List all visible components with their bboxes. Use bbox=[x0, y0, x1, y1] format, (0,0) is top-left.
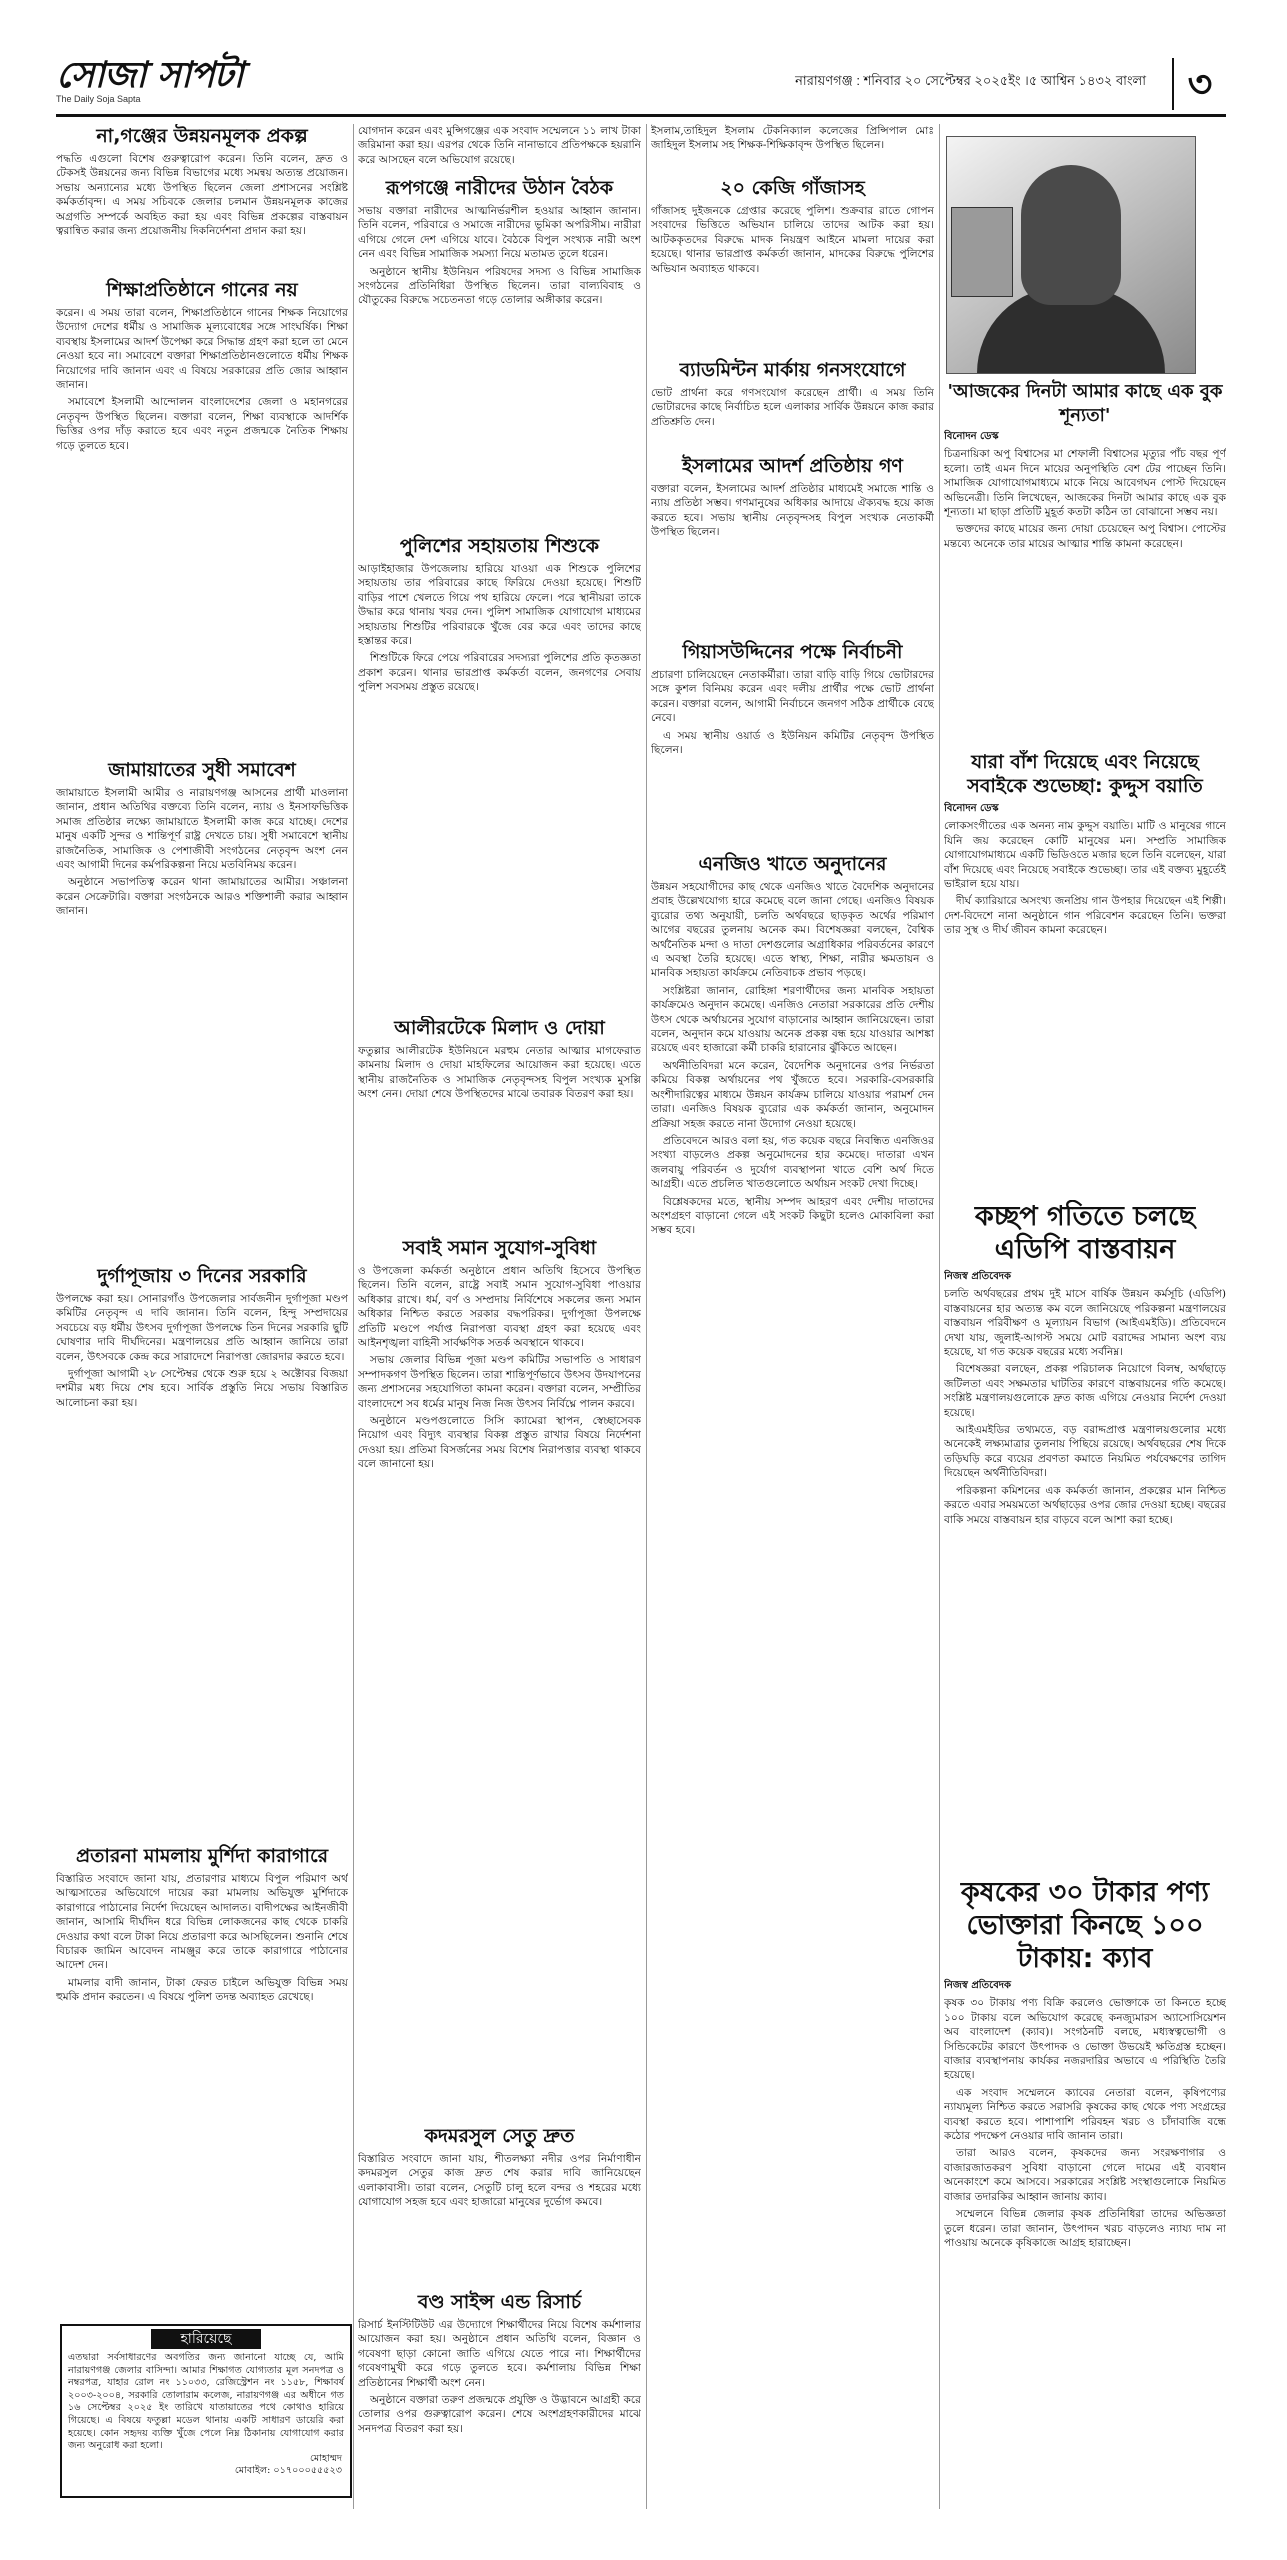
headline: গিয়াসউদ্দিনের পক্ষে নির্বাচনী bbox=[682, 641, 903, 663]
paragraph: অনুষ্ঠানে মণ্ডপগুলোতে সিসি ক্যামেরা স্থাপন, স্বেচ্ছাসেবক নিয়োগ এবং বিদ্যুৎ ব্যবস্থার বিকল্প প্রস্তুত রাখার বিষয়ে নির্দেশনা দেওয়া হয়। প্রতিমা বিসর্জনের সময় বিশেষ নিরাপত্তার ব্যবস্থা থাকবে বলে জানানো হয়। bbox=[358, 1415, 641, 1471]
paragraph: প্রতিবেদনে আরও বলা হয়, গত কয়েক বছরে নিবন্ধিত এনজিওর সংখ্যা বাড়লেও প্রকল্প অনুমোদনের হার কমেছে। দাতারা এখন জলবায়ু পরিবর্তন ও দুর্যোগ ব্যবস্থাপনা খাতে বেশি অর্থ দিতে আগ্রহী। এতে প্রচলিত খাতগুলোতে অর্থায়ন সংকট দেখা দিচ্ছে। bbox=[651, 1134, 934, 1191]
notice-signer: মোহাম্মদ bbox=[310, 2452, 342, 2464]
dateline: নারায়ণগঞ্জ : শনিবার ২০ সেপ্টেম্বর ২০২৫ইং ।৫ আশ্বিন ১৪৩২ বাংলা bbox=[795, 73, 1146, 88]
article-continuation bbox=[358, 124, 641, 170]
paragraph: তারা আরও বলেন, কৃষকদের জন্য সংরক্ষণাগার ও বাজারজাতকরণ সুবিধা বাড়ানো গেলে দামের এই ব্যবধান অনেকাংশে কমে আসবে। সরকারের সংশ্লিষ্ট সংস্থাগুলোকে নিয়মিত বাজার তদারকির আহ্বান জানায় ক্যাব। bbox=[944, 2147, 1226, 2203]
paragraph: জামায়াতে ইসলামী আমীর ও নারায়ণগঞ্জ আসনের প্রার্থী মাওলানা জানান, প্রধান অতিথির বক্তব্যে তিনি বলেন, ন্যায় ও ইনসাফভিত্তিক সমাজ প্রতিষ্ঠার লক্ষ্যে জামায়াতে ইসলামী কাজ করে যাচ্ছে। দেশের মানুষ একটি সুন্দর ও শান্তিপূর্ণ রাষ্ট্র দেখতে চায়। সুধী সমাবেশে স্থানীয় রাজনৈতিক, সামাজিক ও পেশাজীবী সংগঠনের নেতৃবৃন্দ অংশ নেন এবং আগামী দিনের কর্মপরিকল্পনা নিয়ে মতবিনিময় করেন। bbox=[56, 787, 348, 872]
paragraph: দুর্গাপূজা আগামী ২৮ সেপ্টেম্বর থেকে শুরু হয়ে ২ অক্টোবর বিজয়া দশমীর মধ্য দিয়ে শেষ হবে। সার্বিক প্রস্তুতি নিয়ে সভায় বিস্তারিত আলোচনা করা হয়। bbox=[56, 1368, 348, 1409]
article-ganja-arrest bbox=[651, 176, 934, 352]
article-adp-implementation bbox=[944, 1200, 1226, 1870]
article-police-child bbox=[358, 534, 641, 1010]
paragraph: ও উপজেলা কর্মকর্তা অনুষ্ঠানে প্রধান অতিথি হিসেবে উপস্থিত ছিলেন। তিনি বলেন, রাষ্ট্রে সবাই সমান সুযোগ-সুবিধা পাওয়ার অধিকার রাখে। ধর্ম, বর্ণ ও সম্প্রদায় নির্বিশেষে সকলের জন্য সমান অধিকার নিশ্চিত করতে সরকার বদ্ধপরিকর। দুর্গাপূজা উপলক্ষে প্রতিটি মণ্ডপে পর্যাপ্ত নিরাপত্তা ব্যবস্থা গ্রহণ করা হয়েছে এবং আইনশৃঙ্খলা বাহিনী সার্বক্ষণিক সতর্ক অবস্থানে থাকবে। bbox=[358, 1265, 641, 1350]
paragraph: করেন। এ সময় তারা বলেন, শিক্ষাপ্রতিষ্ঠানে গানের শিক্ষক নিয়োগের উদ্যোগ দেশের ধর্মীয় ও সামাজিক মূল্যবোধের সঙ্গে সাংঘর্ষিক। শিক্ষা ব্যবস্থায় ইসলামের আদর্শ উপেক্ষা করে সিদ্ধান্ত গ্রহণ করা হলে তা মেনে নেওয়া হবে না। সমাবেশে বক্তারা শিক্ষাপ্রতিষ্ঠানগুলোতে ধর্মীয় শিক্ষক নিয়োগের দাবি জানান এবং এ বিষয়ে সরকারের প্রতি জোর আহ্বান জানান। bbox=[56, 307, 348, 392]
paragraph: যোগদান করেন এবং মুন্সিগঞ্জের এক সংবাদ সম্মেলনে ১১ লাখ টাকা জরিমানা করা হয়। এরপর থেকে তিনি নানাভাবে প্রতিপক্ষকে হয়রানি করে আসছেন বলে অভিযোগ রয়েছে। bbox=[358, 125, 641, 166]
lost-notice-box bbox=[60, 2324, 352, 2498]
paragraph: সমাবেশে ইসলামী আন্দোলন বাংলাদেশের জেলা ও মহানগরের নেতৃবৃন্দ উপস্থিত ছিলেন। বক্তারা বলেন, শিক্ষা ব্যবস্থাকে আদর্শিক ভিত্তির ওপর দাঁড় করাতে হবে এবং নতুন প্রজন্মকে নৈতিক শিক্ষায় গড়ে তুলতে হবে। bbox=[56, 396, 348, 452]
headline: শিক্ষাপ্রতিষ্ঠানে গানের নয় bbox=[106, 279, 298, 301]
article-jamaat-meeting bbox=[56, 758, 348, 1258]
article-cab-prices bbox=[944, 1876, 1226, 2508]
newspaper-logo bbox=[56, 56, 243, 104]
paragraph: পরিকল্পনা কমিশনের এক কর্মকর্তা জানান, প্রকল্পের মান নিশ্চিত করতে এবার সময়মতো অর্থছাড়ের ওপর জোর দেওয়া হচ্ছে। বছরের বাকি সময়ে বাস্তবায়ন হার বাড়বে বলে আশা করা হচ্ছে। bbox=[944, 1484, 1226, 1526]
headline: যারা বাঁশ দিয়েছে এবং নিয়েছে সবাইকে শুভেচ্ছা: কুদ্দুস বয়াতি bbox=[967, 751, 1203, 797]
logo-subtitle: The Daily Soja Sapta bbox=[56, 94, 141, 104]
byline: বিনোদন ডেস্ক bbox=[944, 431, 999, 442]
article-equal-rights bbox=[358, 1236, 641, 2118]
celebrity-photo bbox=[946, 136, 1196, 374]
page-number: ৩ bbox=[1172, 58, 1226, 110]
byline: নিজস্ব প্রতিবেদক bbox=[944, 1980, 1012, 1991]
paragraph: অর্থনীতিবিদরা মনে করেন, বৈদেশিক অনুদানের ওপর নির্ভরতা কমিয়ে বিকল্প অর্থায়নের পথ খুঁজতে হবে। সরকারি-বেসরকারি অংশীদারিত্বের মাধ্যমে উন্নয়ন কার্যক্রম চালিয়ে যাওয়ার পরামর্শ দেন তারা। এনজিও বিষয়ক ব্যুরোর এক কর্মকর্তা জানান, অনুমোদন প্রক্রিয়া সহজ করতে নানা উদ্যোগ নেওয়া হয়েছে। bbox=[651, 1059, 934, 1130]
logo-title: সোজা সাপটা bbox=[56, 55, 243, 96]
paragraph: বক্তারা বলেন, ইসলামের আদর্শ প্রতিষ্ঠার মাধ্যমেই সমাজে শান্তি ও ন্যায় প্রতিষ্ঠা সম্ভব। গণমানুষের অধিকার আদায়ে ঐক্যবদ্ধ হয়ে কাজ করতে হবে। সভায় স্থানীয় নেতৃবৃন্দসহ বিপুল সংখ্যক নেতাকর্মী উপস্থিত ছিলেন। bbox=[651, 483, 934, 539]
paragraph: বিস্তারিত সংবাদে জানা যায়, প্রতারণার মাধ্যমে বিপুল পরিমাণ অর্থ আত্মসাতের অভিযোগে দায়ের করা মামলায় অভিযুক্ত মুর্শিদাকে কারাগারে পাঠানোর নির্দেশ দিয়েছেন আদালত। বাদীপক্ষের আইনজীবী জানান, আসামি দীর্ঘদিন ধরে বিভিন্ন লোকজনের কাছ থেকে চাকরি দেওয়ার কথা বলে টাকা নিয়ে প্রতারণা করে আসছিলেন। শুনানি শেষে বিচারক জামিন আবেদন নামঞ্জুর করে তাকে কারাগারে পাঠানোর আদেশ দেন। bbox=[56, 1873, 348, 1972]
paragraph: অনুষ্ঠানে বক্তারা তরুণ প্রজন্মকে প্রযুক্তি ও উদ্ভাবনে আগ্রহী করে তোলার ওপর গুরুত্বারোপ করেন। শেষে অংশগ্রহণকারীদের মাঝে সনদপত্র বিতরণ করা হয়। bbox=[358, 2394, 641, 2435]
headline: জামায়াতের সুধী সমাবেশ bbox=[108, 759, 296, 781]
paragraph: দীর্ঘ ক্যারিয়ারে অসংখ্য জনপ্রিয় গান উপহার দিয়েছেন এই শিল্পী। দেশ-বিদেশে নানা অনুষ্ঠানে গান পরিবেশন করেছেন তিনি। ভক্তরা তার সুস্থ ও দীর্ঘ জীবন কামনা করেছেন। bbox=[944, 895, 1226, 937]
paragraph: রিসার্চ ইনস্টিটিউট এর উদ্যোগে শিক্ষার্থীদের নিয়ে বিশেষ কর্মশালার আয়োজন করা হয়। অনুষ্ঠানে প্রধান অতিথি বলেন, বিজ্ঞান ও গবেষণা ছাড়া কোনো জাতি এগিয়ে যেতে পারে না। শিক্ষার্থীদের গবেষণামুখী করে গড়ে তুলতে হবে। কর্মশালায় বিভিন্ন শিক্ষা প্রতিষ্ঠানের শিক্ষার্থী অংশ নেন। bbox=[358, 2319, 641, 2389]
paragraph: চিত্রনায়িকা অপু বিশ্বাসের মা শেফালী বিশ্বাসের মৃত্যুর পাঁচ বছর পূর্ণ হলো। তাই এমন দিনে মায়ের অনুপস্থিতি বেশ টের পাচ্ছেন তিনি। সামাজিক যোগাযোগমাধ্যমে মাকে নিয়ে আবেগঘন পোস্ট দিয়েছেন অভিনেত্রী। তিনি লিখেছেন, আজকের দিনটা আমার কাছে এক বুক শূন্যতা। মা ছাড়া প্রতিটি মুহূর্ত কতটা কঠিন তা বোঝানো সম্ভব নয়। bbox=[944, 448, 1226, 519]
paragraph: ফতুল্লার আলীরটেক ইউনিয়নে মরহুম নেতার আত্মার মাগফেরাত কামনায় মিলাদ ও দোয়া মাহফিলের আয়োজন করা হয়েছে। এতে স্থানীয় রাজনৈতিক ও সামাজিক নেতৃবৃন্দসহ বিপুল সংখ্যক মুসল্লি অংশ নেন। দোয়া শেষে উপস্থিতদের মাঝে তবারক বিতরণ করা হয়। bbox=[358, 1045, 641, 1101]
article-kuddus-boyati bbox=[944, 750, 1226, 1194]
article-badminton-campaign bbox=[651, 358, 934, 448]
headline: কৃষকের ৩০ টাকার পণ্য ভোক্তারা কিনছে ১০০ টাকায়: ক্যাব bbox=[960, 1877, 1210, 1974]
inset-photo bbox=[951, 207, 1013, 297]
notice-title: হারিয়েছে bbox=[151, 2329, 261, 2349]
article-ngo-grants bbox=[651, 852, 934, 2508]
paragraph: সংশ্লিষ্টরা জানান, রোহিঙ্গা শরণার্থীদের জন্য মানবিক সহায়তা কার্যক্রমেও অনুদান কমেছে। এনজিও নেতারা সরকারের প্রতি দেশীয় উৎস থেকে অর্থায়নের সুযোগ বাড়ানোর আহ্বান জানিয়েছেন। তারা বলেন, অনুদান কমে যাওয়ায় অনেক প্রকল্প বন্ধ হয়ে যাওয়ার আশঙ্কা রয়েছে এবং হাজারো কর্মী চাকরি হারানোর ঝুঁকিতে আছেন। bbox=[651, 984, 934, 1055]
paragraph: সভায় জেলার বিভিন্ন পূজা মণ্ডপ কমিটির সভাপতি ও সাধারণ সম্পাদকগণ উপস্থিত ছিলেন। তারা শান্তিপূর্ণভাবে উৎসব উদযাপনের জন্য প্রশাসনের সহযোগিতা কামনা করেন। বক্তারা বলেন, সম্প্রীতির বাংলাদেশে সব ধর্মের মানুষ নিজ নিজ উৎসব নির্বিঘ্নে পালন করবে। bbox=[358, 1354, 641, 1410]
paragraph: প্রচারণা চালিয়েছেন নেতাকর্মীরা। তারা বাড়ি বাড়ি গিয়ে ভোটারদের সঙ্গে কুশল বিনিময় করেন এবং দলীয় প্রার্থীর পক্ষে ভোট প্রার্থনা করেন। বক্তারা বলেন, আগামী নির্বাচনে জনগণ সঠিক প্রার্থীকে বেছে নেবে। bbox=[651, 669, 934, 725]
article-durga-puja-holiday bbox=[56, 1264, 348, 1838]
paragraph: আড়াইহাজার উপজেলায় হারিয়ে যাওয়া এক শিশুকে পুলিশের সহায়তায় তার পরিবারের কাছে ফিরিয়ে দেওয়া হয়েছে। শিশুটি বাড়ির পাশে খেলতে গিয়ে পথ হারিয়ে ফেলে। পরে স্থানীয়রা তাকে উদ্ধার করে থানায় খবর দেন। পুলিশ সামাজিক যোগাযোগ মাধ্যমের সহায়তায় শিশুটির পরিবারকে খুঁজে বের করে এবং তাদের কাছে হস্তান্তর করে। bbox=[358, 563, 641, 648]
paragraph: বিশেষজ্ঞরা বলছেন, প্রকল্প পরিচালক নিয়োগে বিলম্ব, অর্থছাড়ে জটিলতা এবং সক্ষমতার ঘাটতির কারণে বাস্তবায়নের গতি কমেছে। সংশ্লিষ্ট মন্ত্রণালয়গুলোকে দ্রুত কাজ এগিয়ে নেওয়ার নির্দেশ দেওয়া হয়েছে। bbox=[944, 1363, 1226, 1419]
paragraph: ভক্তদের কাছে মায়ের জন্য দোয়া চেয়েছেন অপু বিশ্বাস। পোস্টের মন্তব্যে অনেকে তার মায়ের আত্মার শান্তি কামনা করেছেন। bbox=[944, 523, 1226, 550]
headline: ইসলামের আদর্শ প্রতিষ্ঠায় গণ bbox=[682, 455, 903, 477]
photo-face bbox=[1021, 165, 1121, 305]
paragraph: এক সংবাদ সম্মেলনে ক্যাবের নেতারা বলেন, কৃষিপণ্যের ন্যায্যমূল্য নিশ্চিত করতে সরাসরি কৃষকের কাছ থেকে পণ্য সংগ্রহের ব্যবস্থা করতে হবে। পাশাপাশি পরিবহন খরচ ও চাঁদাবাজি বন্ধে কঠোর পদক্ষেপ নেওয়ার দাবি জানান তারা। bbox=[944, 2086, 1226, 2143]
headline: কচ্ছপ গতিতে চলছে এডিপি বাস্তবায়ন bbox=[974, 1201, 1196, 1265]
article-science-research bbox=[358, 2290, 641, 2508]
paragraph: আইএমইডির তথ্যমতে, বড় বরাদ্দপ্রাপ্ত মন্ত্রণালয়গুলোর মধ্যে অনেকেই লক্ষ্যমাত্রার তুলনায় পিছিয়ে রয়েছে। অর্থবছরের শেষ দিকে তড়িঘড়ি করে ব্যয়ের প্রবণতা কমাতে নিয়মিত পর্যবেক্ষণের তাগিদ দিয়েছেন অর্থনীতিবিদরা। bbox=[944, 1424, 1226, 1480]
paragraph: এ সময় স্থানীয় ওয়ার্ড ও ইউনিয়ন কমিটির নেতৃবৃন্দ উপস্থিত ছিলেন। bbox=[651, 729, 934, 757]
column-rule bbox=[646, 124, 647, 2509]
paragraph: উপলক্ষে করা হয়। সোনারগাঁও উপজেলার সার্বজনীন দুর্গাপূজা মণ্ডপ কমিটির নেতৃবৃন্দ এ দাবি জানান। তিনি বলেন, হিন্দু সম্প্রদায়ের সবচেয়ে বড় ধর্মীয় উৎসব দুর্গাপূজা উপলক্ষে তিন দিনের সরকারি ছুটি ঘোষণার দাবি দীর্ঘদিনের। মন্ত্রণালয়ের প্রতি আহ্বান জানিয়ে তারা বলেন, উৎসবকে কেন্দ্র করে সারাদেশে নিরাপত্তা জোরদার করতে হবে। bbox=[56, 1293, 348, 1363]
paragraph: গাঁজাসহ দুইজনকে গ্রেপ্তার করেছে পুলিশ। শুক্রবার রাতে গোপন সংবাদের ভিত্তিতে অভিযান চালিয়ে তাদের আটক করা হয়। আটককৃতদের বিরুদ্ধে মাদক নিয়ন্ত্রণ আইনে মামলা দায়ের করা হয়েছে। থানার ভারপ্রাপ্ত কর্মকর্তা জানান, মাদকের বিরুদ্ধে পুলিশের অভিযান অব্যাহত থাকবে। bbox=[651, 205, 934, 275]
article-islamic-ideals bbox=[651, 454, 934, 634]
paragraph: অনুষ্ঠানে স্থানীয় ইউনিয়ন পরিষদের সদস্য ও বিভিন্ন সামাজিক সংগঠনের প্রতিনিধিরা উপস্থিত ছিলেন। তারা বাল্যবিবাহ ও যৌতুকের বিরুদ্ধে সচেতনতা গড়ে তোলার অঙ্গীকার করেন। bbox=[358, 265, 641, 307]
article-bridge bbox=[358, 2124, 641, 2284]
article-milad-doa bbox=[358, 1016, 641, 1230]
masthead bbox=[56, 56, 1226, 117]
paragraph: সম্মেলনে বিভিন্ন জেলার কৃষক প্রতিনিধিরা তাদের অভিজ্ঞতা তুলে ধরেন। তারা জানান, উৎপাদন খরচ বাড়লেও ন্যায্য দাম না পাওয়ায় অনেকে কৃষিকাজে আগ্রহ হারাচ্ছেন। bbox=[944, 2208, 1226, 2249]
column-rule bbox=[353, 124, 354, 2509]
headline: না,গঞ্জের উন্নয়নমূলক প্রকল্প bbox=[96, 125, 308, 147]
paragraph: শিশুটিকে ফিরে পেয়ে পরিবারের সদস্যরা পুলিশের প্রতি কৃতজ্ঞতা প্রকাশ করেন। থানার ভারপ্রাপ্ত কর্মকর্তা বলেন, জনগণের সেবায় পুলিশ সবসময় প্রস্তুত রয়েছে। bbox=[358, 652, 641, 694]
paragraph: কৃষক ৩০ টাকায় পণ্য বিক্রি করলেও ভোক্তাকে তা কিনতে হচ্ছে ১০০ টাকায় বলে অভিযোগ করেছে কনজ্যুমারস অ্যাসোসিয়েশন অব বাংলাদেশ (ক্যাব)। সংগঠনটি বলছে, মধ্যস্বত্বভোগী ও সিন্ডিকেটের কারণে উৎপাদক ও ভোক্তা উভয়েই ক্ষতিগ্রস্ত হচ্ছেন। বাজার ব্যবস্থাপনায় কার্যকর নজরদারির অভাবে এ পরিস্থিতি তৈরি হয়েছে। bbox=[944, 1997, 1226, 2082]
paragraph: ইসলাম,তাহিদুল ইসলাম টেকনিক্যাল কলেজের প্রিন্সিপাল মোঃ জাহিদুল ইসলাম সহ শিক্ষক-শিক্ষিকাবৃন্দ উপস্থিত ছিলেন। bbox=[651, 125, 934, 152]
article-development-projects bbox=[56, 124, 348, 274]
article-apu-biswas bbox=[944, 124, 1226, 744]
headline: সবাই সমান সুযোগ-সুবিধা bbox=[402, 1237, 597, 1259]
article-music-teachers bbox=[56, 278, 348, 752]
headline: বণ্ড সাইন্স এন্ড রিসার্চ bbox=[417, 2291, 582, 2313]
headline: এনজিও খাতে অনুদানের bbox=[698, 853, 887, 875]
paragraph: উন্নয়ন সহযোগীদের কাছ থেকে এনজিও খাতে বৈদেশিক অনুদানের প্রবাহ উল্লেখযোগ্য হারে কমেছে বলে জানা গেছে। এনজিও বিষয়ক ব্যুরোর তথ্য অনুযায়ী, চলতি অর্থবছরে ছাড়কৃত অর্থের পরিমাণ আগের বছরের তুলনায় অনেক কম। বিশেষজ্ঞরা বলছেন, বৈশ্বিক অর্থনৈতিক মন্দা ও দাতা দেশগুলোর অগ্রাধিকার পরিবর্তনের কারণে এ অবস্থা তৈরি হয়েছে। এতে স্বাস্থ্য, শিক্ষা, নারীর ক্ষমতায়ন ও মানবিক সহায়তা কার্যক্রমে নেতিবাচক প্রভাব পড়ছে। bbox=[651, 881, 934, 980]
headline: পুলিশের সহায়তায় শিশুকে bbox=[399, 535, 600, 557]
paragraph: পদ্ধতি এগুলো বিশেষ গুরুত্বারোপ করেন। তিনি বলেন, দ্রুত ও টেকসই উন্নয়নের জন্য বিভিন্ন বিভাগের মধ্যে সমন্বয় অত্যন্ত প্রয়োজন। সভায় অন্যান্যের মধ্যে উপস্থিত ছিলেন জেলা প্রশাসনের সংশ্লিষ্ট কর্মকর্তাবৃন্দ। এ সময় সচিবকে জেলার চলমান উন্নয়নমূলক কাজের অগ্রগতি সম্পর্কে অবহিত করা হয় এবং বিভিন্ন প্রকল্পের বাস্তবায়ন ত্বরান্বিত করার জন্য প্রয়োজনীয় দিকনির্দেশনা প্রদান করা হয়। bbox=[56, 153, 348, 238]
paragraph: সভায় বক্তারা নারীদের আত্মনির্ভরশীল হওয়ার আহ্বান জানান। তিনি বলেন, পরিবারে ও সমাজে নারীদের ভূমিকা অপরিসীম। নারীরা এগিয়ে গেলে দেশ এগিয়ে যাবে। বৈঠকে বিপুল সংখ্যক নারী অংশ নেন এবং বিভিন্ন সামাজিক সমস্যা নিয়ে মতামত তুলে ধরেন। bbox=[358, 205, 641, 261]
paragraph: ভোট প্রার্থনা করে গণসংযোগ করেছেন প্রার্থী। এ সময় তিনি ভোটারদের কাছে নির্বাচিত হলে এলাকার সার্বিক উন্নয়নে কাজ করার প্রতিশ্রুতি দেন। bbox=[651, 387, 934, 428]
paragraph: মামলার বাদী জানান, টাকা ফেরত চাইলে অভিযুক্ত বিভিন্ন সময় হুমকি প্রদান করতেন। এ বিষয়ে পুলিশ তদন্ত অব্যাহত রেখেছে। bbox=[56, 1976, 348, 2004]
notice-body: এতদ্বারা সর্বসাধারণের অবগতির জন্য জানানো যাচ্ছে যে, আমি নারায়ণগঞ্জ জেলার বাসিন্দা। আমার শিক্ষাগত যোগ্যতার মূল সনদপত্র ও নম্বরপত্র, যাহার রোল নং ১১০৩৩, রেজিস্ট্রেশন নং ১১৫৮, শিক্ষাবর্ষ ২০০৩-২০০৪, সরকারি তোলারাম কলেজ, নারায়ণগঞ্জ এর অধীনে গত ১৬ সেপ্টেম্বর ২০২৫ ইং তারিখে যাতায়াতের পথে কোথাও হারিয়ে গিয়েছে। এ বিষয়ে ফতুল্লা মডেল থানায় একটি সাধারণ ডায়েরি করা হয়েছে। কোন সহৃদয় ব্যক্তি খুঁজে পেলে নিম্ন ঠিকানায় যোগাযোগ করার জন্য অনুরোধ করা হলো। bbox=[68, 2352, 344, 2452]
column-rule bbox=[939, 124, 940, 2509]
byline: নিজস্ব প্রতিবেদক bbox=[944, 1271, 1012, 1282]
byline: বিনোদন ডেস্ক bbox=[944, 803, 999, 814]
headline: ব্যাডমিন্টন মার্কায় গনসংযোগে bbox=[679, 359, 906, 381]
notice-mobile: মোবাইল: ০১৭০০০৫৫৫২৩ bbox=[234, 2465, 342, 2477]
paragraph: চলতি অর্থবছরের প্রথম দুই মাসে বার্ষিক উন্নয়ন কর্মসূচি (এডিপি) বাস্তবায়নের হার অত্যন্ত কম বলে জানিয়েছে পরিকল্পনা মন্ত্রণালয়ের বাস্তবায়ন পরিবীক্ষণ ও মূল্যায়ন বিভাগ (আইএমইডি)। প্রতিবেদনে দেখা যায়, জুলাই-আগস্ট সময়ে মোট বরাদ্দের সামান্য অংশ ব্যয় হয়েছে, যা গত কয়েক বছরের মধ্যে সর্বনিম্ন। bbox=[944, 1288, 1226, 1359]
headline: রূপগঞ্জে নারীদের উঠান বৈঠক bbox=[385, 177, 614, 199]
article-women-meeting bbox=[358, 176, 641, 528]
headline: ২০ কেজি গাঁজাসহ bbox=[720, 177, 865, 199]
headline: কদমরসুল সেতু দ্রুত bbox=[424, 2125, 575, 2147]
paragraph: লোকসংগীতের এক অনন্য নাম কুদ্দুস বয়াতি। মাটি ও মানুষের গানে যিনি জয় করেছেন কোটি মানুষের মন। সম্প্রতি সামাজিক যোগাযোগমাধ্যমে একটি ভিডিওতে মজার ছলে তিনি বলেছেন, যারা বাঁশ দিয়েছে এবং নিয়েছে সবাইকে শুভেচ্ছা। তার এই বক্তব্য মুহূর্তেই ভাইরাল হয়ে যায়। bbox=[944, 820, 1226, 891]
paragraph: বিস্তারিত সংবাদে জানা যায়, শীতলক্ষ্যা নদীর ওপর নির্মাণাধীন কদমরসুল সেতুর কাজ দ্রুত শেষ করার দাবি জানিয়েছেন এলাকাবাসী। তারা বলেন, সেতুটি চালু হলে বন্দর ও শহরের মধ্যে যোগাযোগ সহজ হবে এবং হাজারো মানুষের দুর্ভোগ কমবে। bbox=[358, 2153, 641, 2209]
paragraph: বিশ্লেষকদের মতে, স্থানীয় সম্পদ আহরণ এবং দেশীয় দাতাদের অংশগ্রহণ বাড়ানো গেলে এই সংকট কিছুটা হলেও মোকাবিলা করা সম্ভব হবে। bbox=[651, 1195, 934, 1237]
headline: প্রতারনা মামলায় মুর্শিদা কারাগারে bbox=[75, 1845, 329, 1867]
headline: আলীরটেকে মিলাদ ও দোয়া bbox=[394, 1017, 605, 1039]
article-continuation bbox=[651, 124, 934, 170]
paragraph: অনুষ্ঠানে সভাপতিত্ব করেন থানা জামায়াতের আমীর। সঞ্চালনা করেন সেক্রেটারি। বক্তারা সংগঠনকে আরও শক্তিশালী করার আহ্বান জানান। bbox=[56, 876, 348, 918]
article-giasuddin-campaign bbox=[651, 640, 934, 846]
headline: দুর্গাপূজায় ৩ দিনের সরকারি bbox=[97, 1265, 307, 1287]
headline: 'আজকের দিনটা আমার কাছে এক বুক শূন্যতা' bbox=[947, 381, 1223, 426]
